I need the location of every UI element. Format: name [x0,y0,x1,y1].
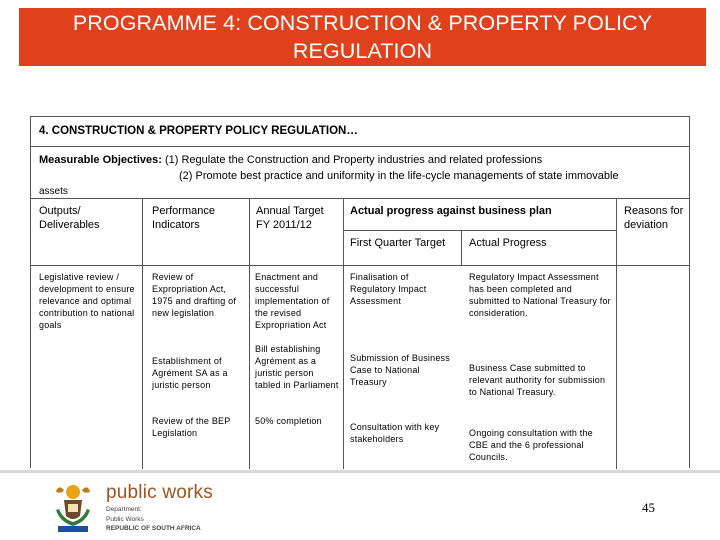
indicator-cell-1: Review of Expropriation Act, 1975 and drafting of new legislation [152,272,237,318]
slide-title-line-1: PROGRAMME 4: CONSTRUCTION & PROPERTY POLICY [72,11,653,35]
slide-title-line-2: REGULATION [292,39,433,63]
col-divider [343,199,344,469]
header-first-quarter: First Quarter Target [350,237,446,249]
coat-of-arms-icon [52,482,94,534]
progress-table [30,116,690,468]
measurable-objectives [31,147,689,199]
target-cell-3: 50% completion [255,416,322,426]
indicator-cell-2: Establishment of Agrément SA as a juristic person [152,356,228,390]
header-progress-group: Actual progress against business plan [350,205,552,217]
first-quarter-cell-2: Submission of Business Case to National Treasury [350,353,450,387]
objective-2: (2) Promote best practice and uniformity in the life-cycle managements of state immovable [179,170,619,182]
first-quarter-cell-3: Consultation with key stakeholders [350,422,440,444]
header-actual-progress: Actual Progress [469,237,547,249]
section-heading: 4. CONSTRUCTION & PROPERTY POLICY REGULATION… [31,117,689,147]
actual-cell-1: Regulatory Impact Assessment has been completed and submitted to National Treasury for consideration. [469,272,611,318]
objective-2-continuation: assets [39,186,68,197]
objective-1: (1) Regulate the Construction and Property industries and related professions [161,154,543,166]
header-outputs: Outputs/ Deliverables [39,205,100,231]
row-divider [343,230,616,231]
actual-cell-2: Business Case submitted to relevant authority for submission to National Treasury. [469,363,606,397]
col-divider [249,199,250,469]
header-reasons: Reasons for deviation [624,205,684,231]
page-number: 45 [642,500,655,515]
objectives-label: Measurable Objectives: [39,154,162,166]
logo-sub-3: REPUBLIC OF SOUTH AFRICA [106,525,201,532]
indicator-cell-3: Review of the BEP Legislation [152,416,231,438]
logo-sub-1: Department: [106,506,142,513]
col-divider [142,199,143,469]
logo-sub-2: Public Works [106,515,144,523]
objective-1-line [39,152,689,168]
logo-main-text: public works [106,482,213,503]
target-cell-1: Enactment and successful implementation of the revised Expropriation Act [255,272,330,330]
col-divider [461,230,462,265]
header-target: Annual Target FY 2011/12 [256,205,324,231]
slide-title [19,8,706,66]
output-cell: Legislative review / development to ensure relevance and optimal contribution to national goals [39,272,135,330]
footer-divider [0,470,720,473]
first-quarter-cell-1: Finalisation of Regulatory Impact Assessment [350,272,427,306]
col-divider [616,199,617,469]
actual-cell-3: Ongoing consultation with the CBE and the 6 professional Councils. [469,428,593,462]
row-divider [31,265,689,266]
target-cell-2: Bill establishing Agrément as a juristic person tabled in Parliament [255,344,339,390]
header-indicators: Performance Indicators [152,205,215,231]
public-works-logo [106,482,213,533]
